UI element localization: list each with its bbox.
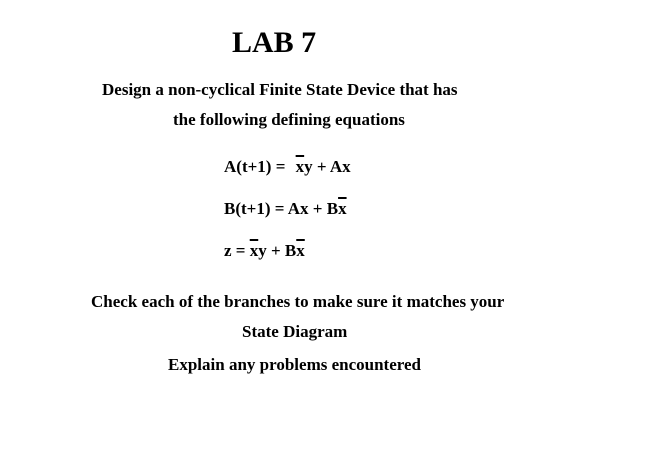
equation-z-lhs: z = [224, 241, 250, 260]
equation-b-plus: + [308, 199, 327, 218]
equation-a-lhs: A(t+1) = [224, 157, 290, 176]
equation-z-plus: + [266, 241, 285, 260]
equation-z-term2-bar: $\overline{x}$ [296, 241, 305, 260]
intro-line-2: the following defining equations [173, 110, 405, 129]
equation-a-term1-rest: y [304, 157, 313, 176]
instruction-line-3: Explain any problems encountered [168, 355, 421, 374]
equation-b-term2-bar: $\overline{x}$ [338, 199, 347, 218]
lab-title: LAB 7 [232, 26, 317, 59]
equation-b [224, 200, 347, 217]
equation-z [224, 242, 305, 259]
equation-b-term1: Ax [287, 199, 309, 218]
instruction-line-2: State Diagram [242, 322, 348, 341]
equation-a [224, 158, 351, 175]
equation-a-plus: + [312, 157, 330, 176]
equation-a-term1-bar: $\overline{x}$ [295, 157, 305, 176]
equation-z-term1-rest: y [258, 241, 267, 260]
equation-z-term1-bar: $\overline{x}$ [249, 241, 259, 260]
equation-z-term2-b: B [284, 241, 297, 260]
instruction-line-1: Check each of the branches to make sure it matches your [91, 292, 505, 311]
equation-a-term2: Ax [329, 157, 351, 176]
equation-b-lhs: B(t+1) = [224, 199, 288, 218]
intro-line-1: Design a non-cyclical Finite State Device that has [102, 80, 458, 99]
equation-b-term2-b: B [326, 199, 339, 218]
